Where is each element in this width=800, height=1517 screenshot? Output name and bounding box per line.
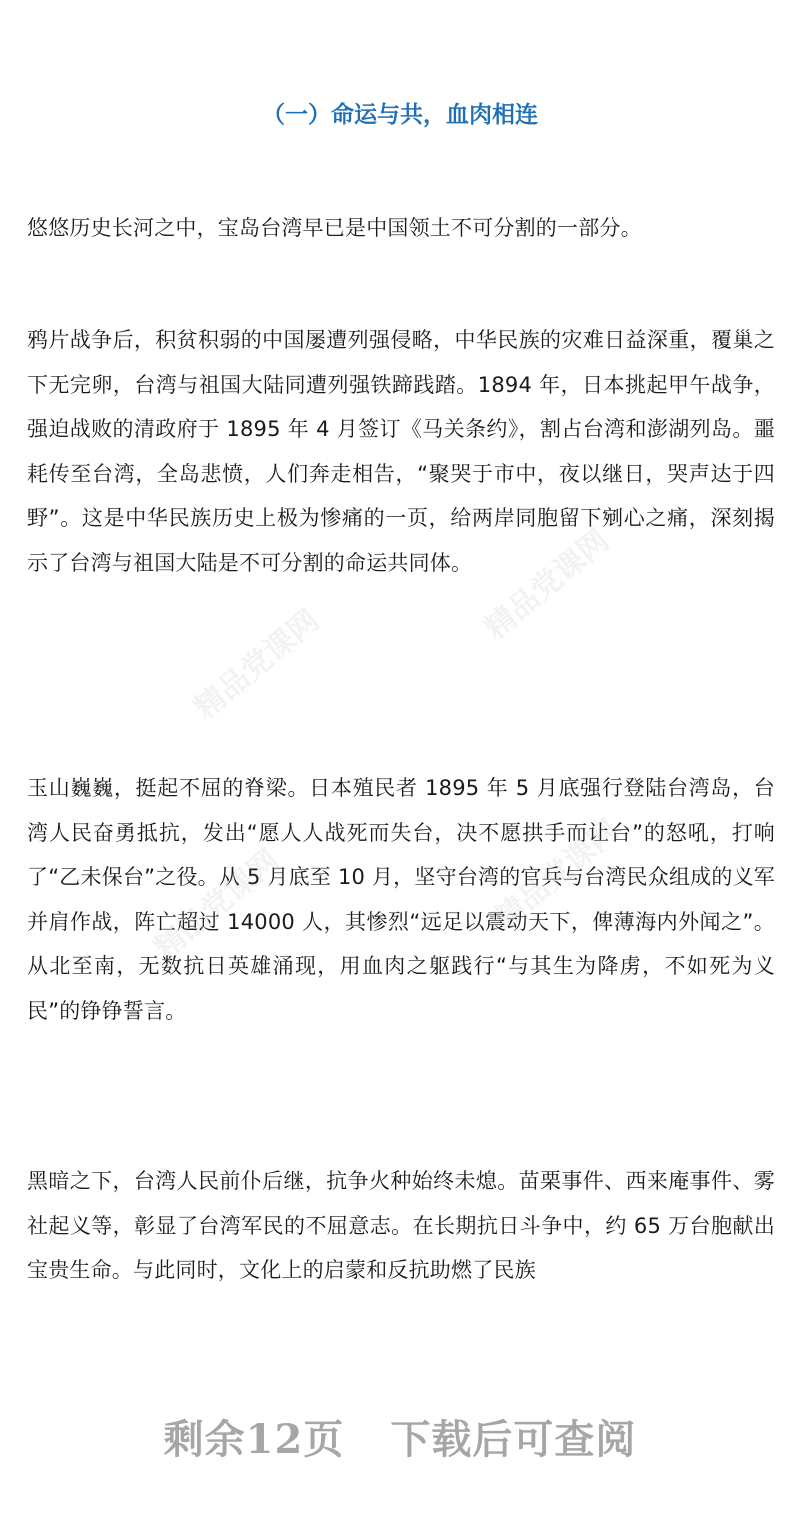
section-title: （一）命运与共，血肉相连 bbox=[262, 102, 538, 128]
watermark: 精品党课网 bbox=[488, 813, 626, 937]
watermark: 精品党课网 bbox=[148, 843, 286, 967]
remaining-pages-label: 剩余12页 bbox=[163, 1416, 345, 1463]
paragraph: 鸦片战争后，积贫积弱的中国屡遭列强侵略，中华民族的灾难日益深重，覆巢之下无完卵，台湾与祖国大陆同遭列强铁蹄践踏。1894 年，日本挑起甲午战争，强迫战败的清政府于 1895 年 4 月签订《马关条约》，割占台湾和澎湖列岛。噩耗传至台湾，全岛悲愤，人们奔走相告，“聚哭于市中，夜以继日，哭声达于四野”。这是中华民族历史上极为惨痛的一页，给两岸同胞留下剜心之痛，深刻揭示了台湾与祖国大陆是不可分割的命运共同体。 bbox=[27, 328, 775, 575]
download-to-view-label: 下载后可查阅 bbox=[390, 1416, 637, 1463]
download-banner[interactable] bbox=[0, 1412, 800, 1468]
paragraph: 悠悠历史长河之中，宝岛台湾早已是中国领土不可分割的一部分。 bbox=[27, 216, 642, 240]
watermark: 精品党课网 bbox=[478, 523, 616, 647]
watermark: 精品党课网 bbox=[188, 603, 326, 727]
paragraph: 黑暗之下，台湾人民前仆后继，抗争火种始终未熄。苗栗事件、西来庵事件、雾社起义等，彰显了台湾军民的不屈意志。在长期抗日斗争中，约 65 万台胞献出宝贵生命。与此同时，文化上的启蒙和反抗助燃了民族 bbox=[27, 1169, 775, 1282]
paragraph: 玉山巍巍，挺起不屈的脊梁。日本殖民者 1895 年 5 月底强行登陆台湾岛，台湾人民奋勇抵抗，发出“愿人人战死而失台，决不愿拱手而让台”的怒吼，打响了“乙未保台”之役。从 5 月底至 10 月，坚守台湾的官兵与台湾民众组成的义军并肩作战，阵亡超过 14000 人，其惨烈“远足以震动天下，俾薄海内外闻之”。从北至南，无数抗日英雄涌现，用血肉之躯践行“与其生为降虏，不如死为义民”的铮铮誓言。 bbox=[27, 776, 775, 1023]
